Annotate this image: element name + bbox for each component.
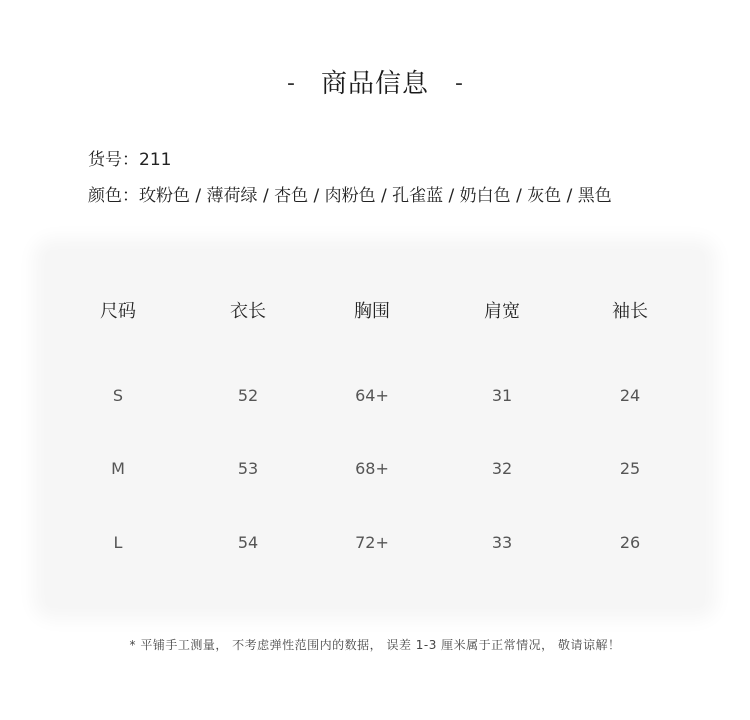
table-cell: 31 <box>491 386 513 405</box>
column-header-bust: 胸围 <box>354 301 390 322</box>
table-cell: 32 <box>491 459 513 478</box>
colors-line <box>88 183 612 209</box>
column-header-length: 衣长 <box>230 301 266 322</box>
measurement-footnote: * 平铺手工测量， 不考虑弹性范围内的数据， 误差 1-3 厘米属于正常情况， 敬请谅解！ <box>129 638 621 652</box>
table-cell: L <box>113 533 123 552</box>
table-cell: M <box>111 459 125 478</box>
table-cell: S <box>112 386 124 405</box>
page-title <box>0 64 750 104</box>
sku-label: 货号 ： <box>88 150 139 170</box>
table-cell: 53 <box>237 459 259 478</box>
colors-value: 玫粉色 / 薄荷绿 / 杏色 / 肉粉色 / 孔雀蓝 / 奶白色 / 灰色 / 黑色 <box>139 186 612 206</box>
title-text: 商品信息 <box>320 69 429 99</box>
title-left-dash: - <box>287 71 295 96</box>
table-cell: 24 <box>619 386 641 405</box>
column-header-sleeve: 袖长 <box>612 301 648 322</box>
table-cell: 26 <box>619 533 641 552</box>
size-table <box>45 250 705 608</box>
sku-line <box>88 147 171 173</box>
table-cell: 72+ <box>355 533 389 552</box>
colors-label: 颜色 ： <box>88 186 139 206</box>
table-cell: 33 <box>491 533 513 552</box>
column-header-shoulder: 肩宽 <box>484 301 520 322</box>
column-header-size: 尺码 <box>100 301 136 322</box>
table-cell: 52 <box>237 386 259 405</box>
table-cell: 64+ <box>355 386 389 405</box>
size-chart-panel <box>45 250 705 608</box>
table-cell: 54 <box>237 533 259 552</box>
sku-value: 211 <box>139 150 172 170</box>
table-row <box>45 381 705 411</box>
table-cell: 25 <box>619 459 641 478</box>
table-cell: 68+ <box>355 459 389 478</box>
table-row <box>45 528 705 558</box>
size-table-header <box>45 297 705 327</box>
table-row <box>45 454 705 484</box>
title-right-dash: - <box>455 71 463 96</box>
